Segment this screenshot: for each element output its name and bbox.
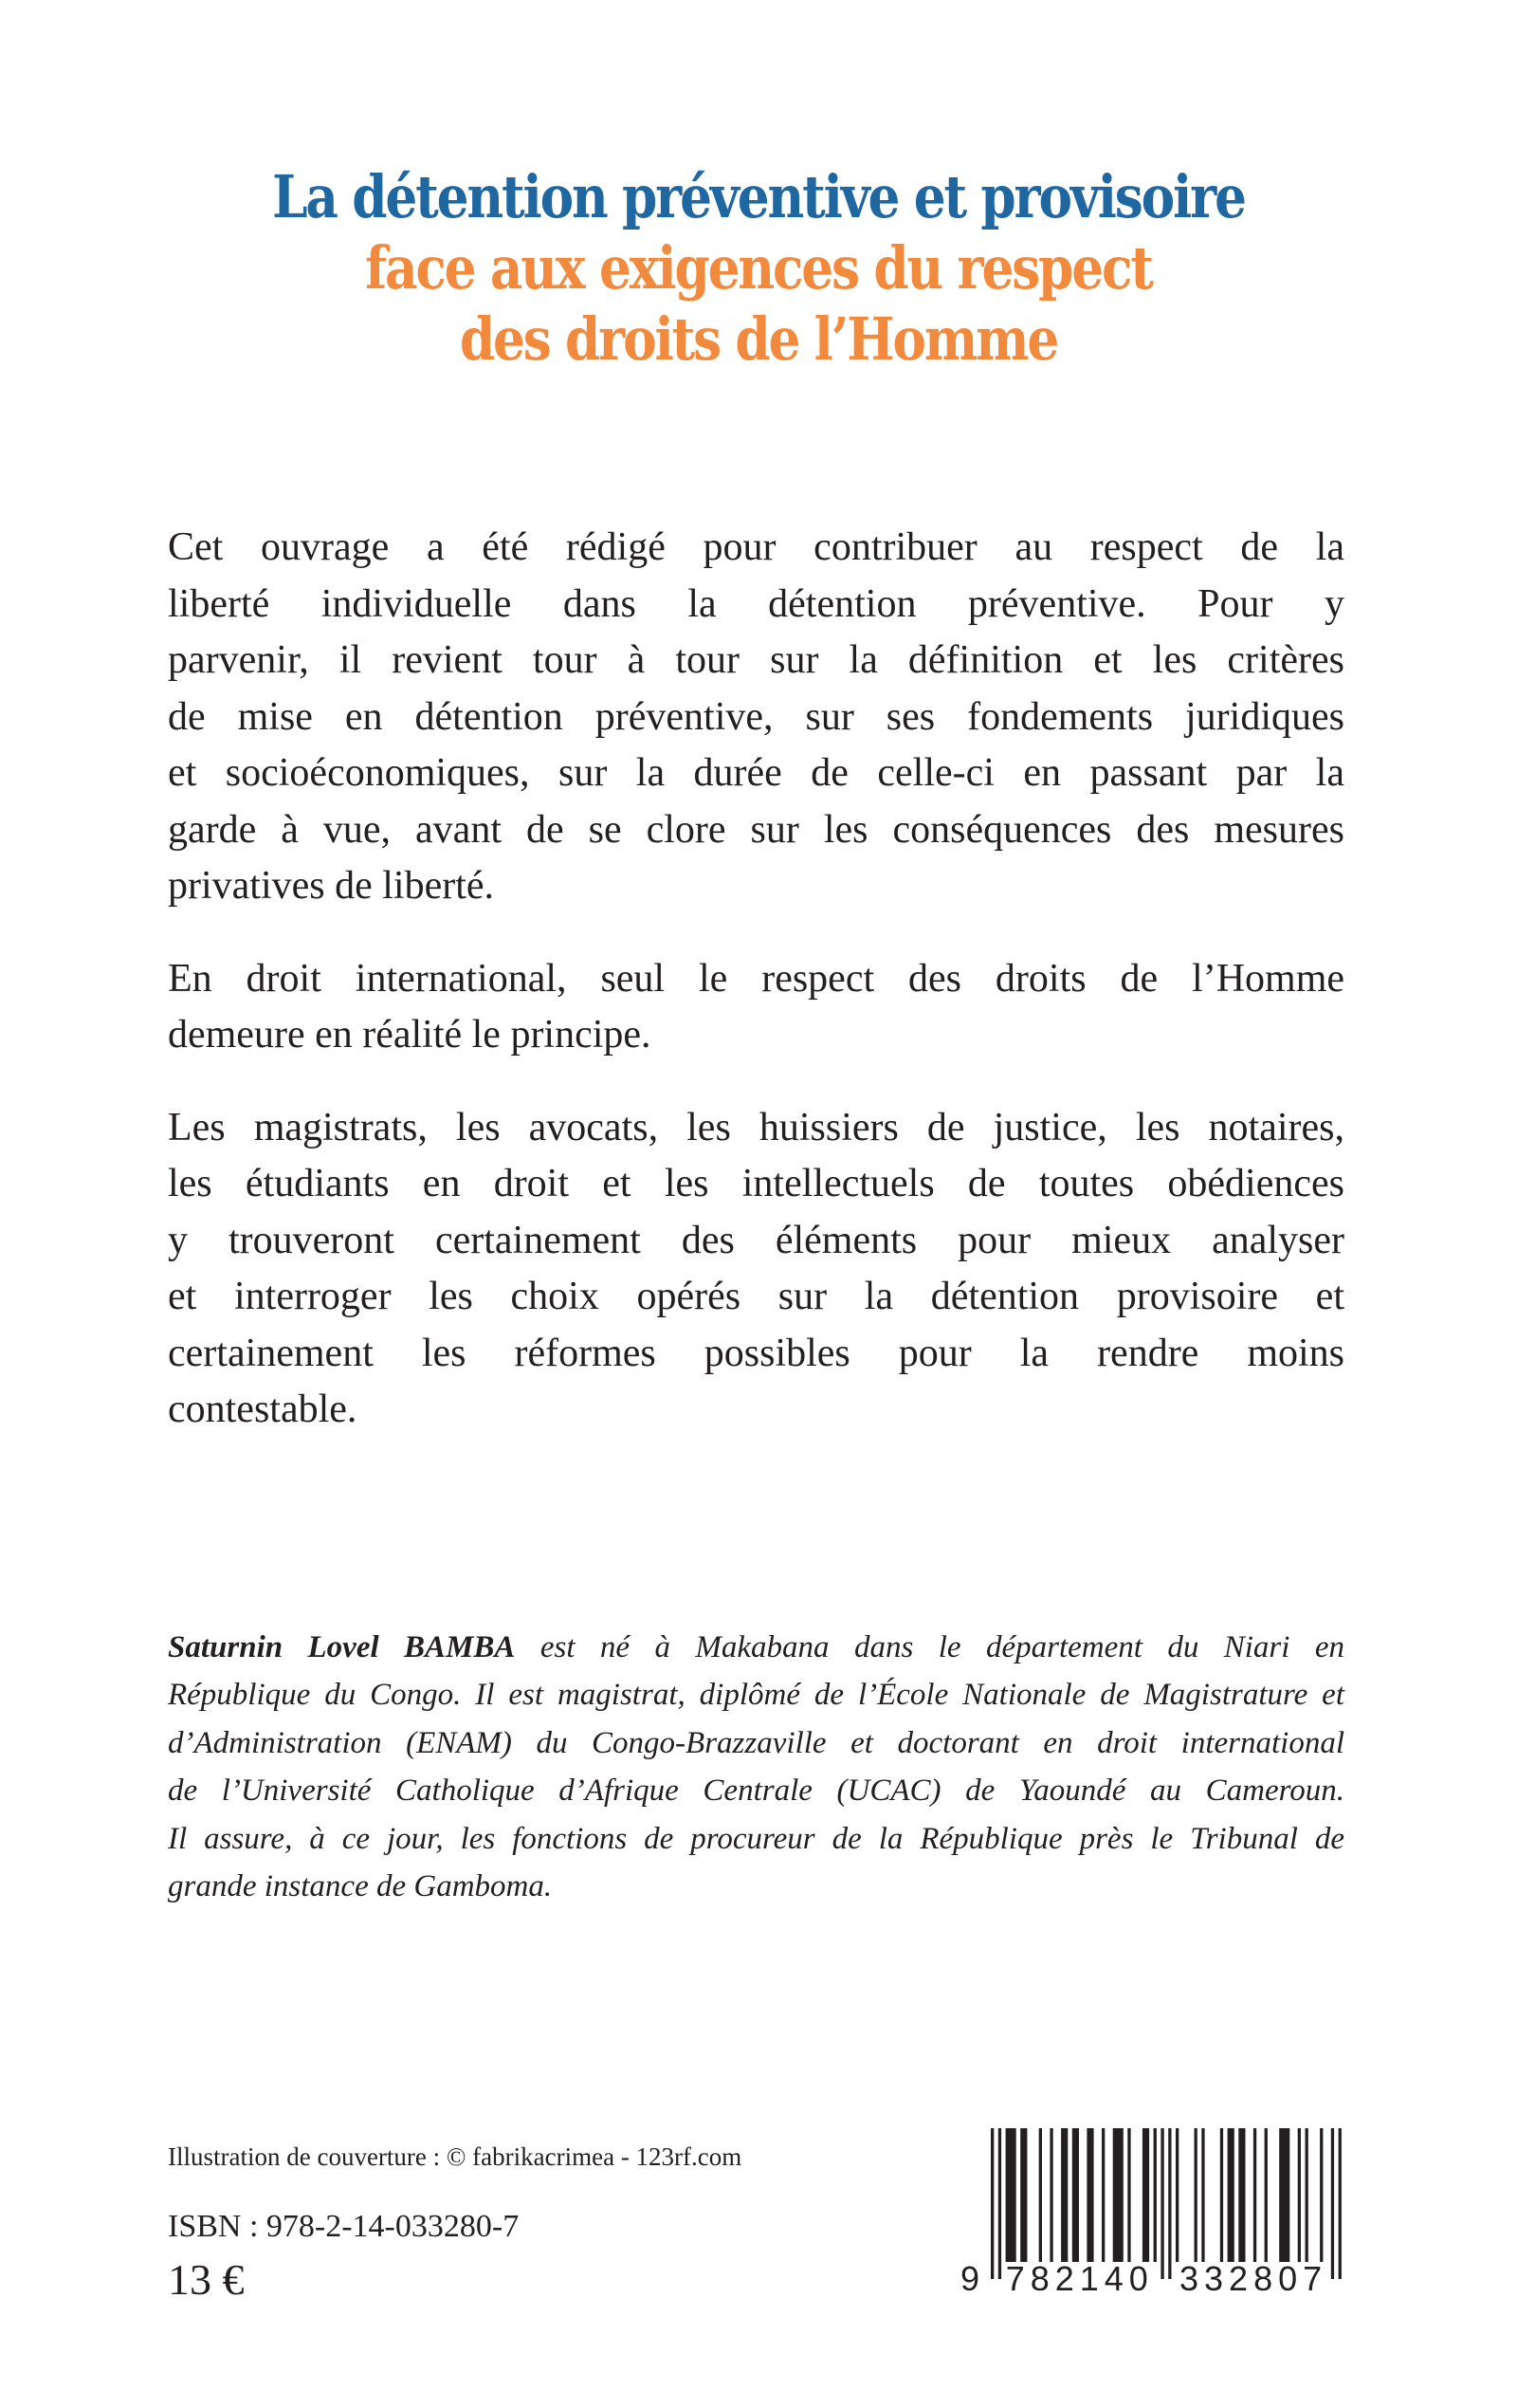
- title-line-3: des droits de l’Homme: [459, 304, 1058, 374]
- text-line: République du Congo. Il est magistrat, diplômé de l’École Nationale de Magistrature et: [168, 1678, 1344, 1713]
- text-line: grande instance de Gamboma.: [168, 1869, 553, 1904]
- text-line: demeure en réalité le principe.: [168, 1013, 651, 1057]
- author-bio: [168, 1624, 1344, 1910]
- text-line: [168, 1624, 1344, 1671]
- text-line: Cet ouvrage a été rédigé pour contribuer au respect de la: [168, 525, 1344, 569]
- isbn-barcode: [953, 2124, 1351, 2300]
- author-name: Saturnin Lovel BAMBA: [168, 1630, 516, 1664]
- summary-paragraph-3: [168, 1100, 1344, 1439]
- text-line: et socioéconomiques, sur la durée de celle-ci en passant par la: [168, 751, 1344, 795]
- illustration-credit: Illustration de couverture : © fabrikacrimea - 123rf.com: [168, 2142, 742, 2171]
- svg-text:782140: 782140: [1005, 2259, 1154, 2298]
- summary-text: [168, 520, 1344, 1475]
- text-line: privatives de liberté.: [168, 864, 495, 908]
- book-title: [0, 161, 1517, 375]
- text-line: parvenir, il revient tour à tour sur la définition et les critères: [168, 638, 1344, 682]
- svg-text:9: 9: [960, 2259, 986, 2298]
- text-line: les étudiants en droit et les intellectuels de toutes obédiences: [168, 1162, 1344, 1205]
- svg-text:332807: 332807: [1179, 2259, 1328, 2298]
- text-line: contestable.: [168, 1388, 357, 1431]
- isbn: ISBN : 978-2-14-033280-7: [168, 2209, 520, 2244]
- price: 13 €: [168, 2255, 245, 2304]
- text-line: y trouveront certainement des éléments pour mieux analyser: [168, 1218, 1344, 1262]
- text-line: garde à vue, avant de se clore sur les conséquences des mesures: [168, 807, 1344, 852]
- title-line-1: La détention préventive et provisoire: [272, 162, 1245, 231]
- summary-paragraph-2: [168, 951, 1344, 1064]
- bio-text: est né à Makabana dans le département du Niari en: [515, 1630, 1344, 1664]
- text-line: certainement les réformes possibles pour la rendre moins: [168, 1331, 1344, 1375]
- text-line: et interroger les choix opérés sur la détention provisoire et: [168, 1275, 1344, 1318]
- text-line: liberté individuelle dans la détention préventive. Pour y: [168, 581, 1344, 626]
- text-line: d’Administration (ENAM) du Congo-Brazzaville et doctorant en droit international: [168, 1725, 1344, 1760]
- summary-paragraph-1: [168, 520, 1344, 915]
- text-line: En droit international, seul le respect des droits de l’Homme: [168, 956, 1344, 1001]
- text-line: de mise en détention préventive, sur ses fondements juridiques: [168, 694, 1344, 739]
- title-line-2: face aux exigences du respect: [365, 233, 1152, 303]
- text-line: Il assure, à ce jour, les fonctions de procureur de la République près le Tribunal de: [168, 1821, 1344, 1856]
- barcode-icon: [953, 2124, 1351, 2300]
- text-line: Les magistrats, les avocats, les huissiers de justice, les notaires,: [168, 1105, 1344, 1149]
- text-line: de l’Université Catholique d’Afrique Centrale (UCAC) de Yaoundé au Cameroun.: [168, 1774, 1344, 1809]
